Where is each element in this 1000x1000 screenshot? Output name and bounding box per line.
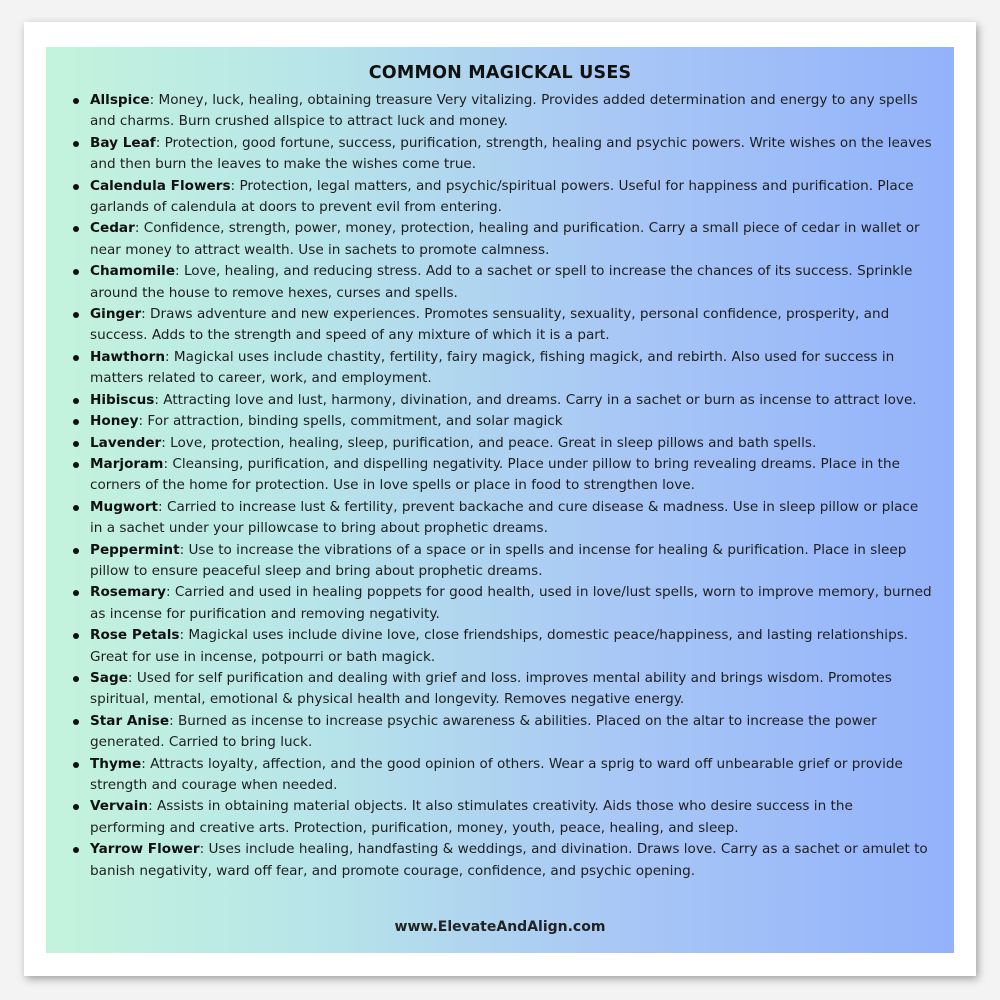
- list-item: [90, 540, 932, 583]
- item-name: Yarrow Flower: [90, 841, 200, 858]
- item-text: : Draws adventure and new experiences. Promotes sensuality, sexuality, personal confidence, prosperity, and success. Adds to the strength and speed of any mixture of which it is a part.: [90, 306, 890, 344]
- item-text: : Attracting love and lust, harmony, divination, and dreams. Carry in a sachet or burn as incense to attract love.: [154, 391, 917, 408]
- list-item: [90, 411, 932, 432]
- list-item: [90, 304, 932, 347]
- item-text: : For attraction, binding spells, commitment, and solar magick: [138, 413, 563, 430]
- item-text: : Magickal uses include chastity, fertility, fairy magick, fishing magick, and rebirth. Also used for success in matters related to career, work, and employment.: [90, 348, 895, 387]
- item-text: : Protection, legal matters, and psychic/spiritual powers. Useful for happiness and purification. Place garlands of calendula at doors to prevent evil from entering.: [90, 177, 914, 216]
- item-text: : Protection, good fortune, success, purification, strength, healing and psychic powers. Write wishes on the leaves and then burn the leaves to make the wishes come true.: [90, 134, 932, 173]
- item-name: Thyme: [90, 755, 142, 772]
- list-item: [90, 390, 932, 411]
- item-name: Hawthorn: [90, 348, 166, 365]
- item-text: : Burned as incense to increase psychic awareness & abilities. Placed on the altar to increase the power generated. Carried to bring luck.: [90, 712, 877, 751]
- item-text: : Attracts loyalty, affection, and the good opinion of others. Wear a sprig to ward off unbearable grief or provide strength and courage when needed.: [90, 755, 903, 793]
- list-item: [90, 796, 932, 839]
- item-name: Calendula Flowers: [90, 177, 231, 194]
- website-link[interactable]: www.ElevateAndAlign.com: [394, 919, 606, 935]
- item-name: Mugwort: [90, 498, 159, 515]
- item-name: Sage: [90, 669, 128, 686]
- list-item: [90, 347, 932, 390]
- item-name: Allspice: [90, 92, 150, 108]
- list-item: [90, 90, 932, 133]
- item-text: : Carried and used in healing poppets for good health, used in love/lust spells, worn to improve memory, burned as incense for purification and removing negativity.: [90, 584, 932, 622]
- list-item: [90, 625, 932, 668]
- item-text: : Love, healing, and reducing stress. Add to a sachet or spell to increase the chances of its success. Sprinkle around the house to remove hexes, curses and spells.: [90, 263, 913, 301]
- content-panel: [46, 47, 954, 953]
- list-item: [90, 454, 932, 497]
- list-item: [90, 754, 932, 797]
- list-item: [90, 133, 932, 176]
- item-name: Star Anise: [90, 712, 170, 729]
- item-name: Honey: [90, 413, 139, 430]
- item-text: : Magickal uses include divine love, close friendships, domestic peace/happiness, and lasting relationships. Great for use in incense, potpourri or bath magick.: [90, 627, 909, 665]
- item-name: Hibiscus: [90, 391, 155, 408]
- list-item: [90, 497, 932, 540]
- item-text: : Uses include healing, handfasting & weddings, and divination. Draws love. Carry as a sachet or amulet to banish negativity, ward off fear, and promote courage, confidence, and psychic opening.: [90, 841, 928, 879]
- item-name: Rose Petals: [90, 627, 180, 644]
- list-item: [90, 261, 932, 304]
- item-name: Bay Leaf: [90, 134, 156, 151]
- list-item: [90, 176, 932, 219]
- item-text: : Use to increase the vibrations of a space or in spells and incense for healing & purification. Place in sleep pillow to ensure peaceful sleep and bring about prophetic dreams.: [90, 541, 907, 579]
- item-name: Ginger: [90, 306, 142, 323]
- page-title: COMMON MAGICKAL USES: [368, 63, 632, 83]
- item-name: Cedar: [90, 220, 135, 237]
- item-text: : Carried to increase lust & fertility, prevent backache and cure disease & madness. Use in sleep pillow or place in a sachet under your pillowcase to bring about prophetic dreams.: [90, 498, 919, 537]
- item-name: Chamomile: [90, 263, 176, 280]
- item-text: : Confidence, strength, power, money, protection, healing and purification. Carry a small piece of cedar in wallet or near money to attract wealth. Use in sachets to promote calmness.: [90, 220, 920, 258]
- herb-list: [90, 90, 932, 882]
- item-text: : Assists in obtaining material objects. It also stimulates creativity. Aids those who desire success in the performing and creative arts. Protection, purification, money, youth, peace, healing, and sleep.: [90, 798, 853, 836]
- list-item: [90, 218, 932, 261]
- item-name: Peppermint: [90, 541, 180, 558]
- item-name: Lavender: [90, 434, 162, 451]
- item-text: : Money, luck, healing, obtaining treasure Very vitalizing. Provides added determination and energy to any spells and charms. Burn crushed allspice to attract luck and money.: [90, 92, 918, 130]
- list-item: [90, 668, 932, 711]
- list-item: [90, 711, 932, 754]
- item-text: : Used for self purification and dealing with grief and loss. improves mental ability and brings wisdom. Promotes spiritual, mental, emotional & physical health and longevity. Removes negative energy.: [90, 669, 892, 708]
- item-name: Rosemary: [90, 584, 167, 601]
- item-text: : Love, protection, healing, sleep, purification, and peace. Great in sleep pillows and bath spells.: [161, 434, 817, 451]
- list-item: [90, 582, 932, 625]
- item-name: Marjoram: [90, 455, 164, 472]
- list-item: [90, 839, 932, 882]
- item-text: : Cleansing, purification, and dispelling negativity. Place under pillow to bring revealing dreams. Place in the corners of the home for protection. Use in love spells or place in food to strengthen love.: [90, 455, 900, 494]
- list-item: [90, 433, 932, 454]
- item-name: Vervain: [90, 798, 149, 815]
